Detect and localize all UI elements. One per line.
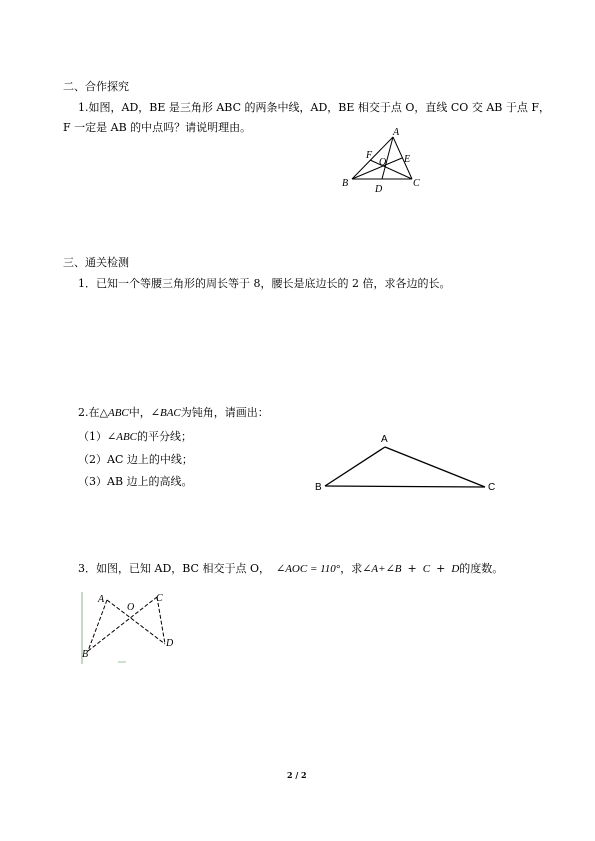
q3-plus2: + — [407, 562, 417, 575]
segment-ab — [352, 137, 393, 179]
q2-suffix: 为钝角，请画出： — [180, 406, 269, 419]
q3-prefix: 3．如图，已知 AD，BC 相交于点 O， — [78, 562, 270, 575]
q3-b: B — [394, 563, 402, 575]
label-o: O — [379, 157, 387, 168]
label-b: B — [82, 649, 89, 660]
label-a: A — [393, 127, 400, 138]
side-ca — [385, 447, 485, 487]
segment-ad — [107, 600, 165, 644]
label-e: E — [404, 154, 411, 165]
label-a: A — [381, 434, 388, 445]
figure-bowtie — [78, 588, 188, 668]
angle-symbol: ∠ — [150, 406, 160, 419]
q3-comma: ， — [340, 562, 352, 575]
label-f: F — [366, 150, 373, 161]
item1-abc: ABC — [116, 431, 137, 443]
q2-prefix: 2.在 — [78, 406, 100, 419]
label-d: D — [166, 638, 174, 649]
label-b: B — [315, 482, 322, 493]
side-bc — [325, 486, 485, 487]
item1-suffix: 的平分线； — [137, 430, 192, 443]
q3-angle-aoc: ∠AOC = 110° — [275, 563, 341, 575]
question-3-2-stem — [78, 406, 269, 420]
segment-cd — [157, 597, 165, 644]
q3-angle-a: ∠A — [362, 563, 379, 575]
question-3-1: 1．已知一个等腰三角形的周长等于 8，腰长是底边长的 2 倍，求各边的长。 — [78, 277, 451, 290]
label-b: B — [342, 178, 349, 189]
question-3-2-item3: （3）AB 边上的高线。 — [78, 475, 193, 488]
figure-obtuse-triangle — [310, 430, 510, 496]
label-d: D — [375, 184, 383, 195]
item1-angle-symbol: ∠ — [107, 430, 117, 443]
median-be — [352, 158, 402, 179]
q3-qiu: 求 — [351, 562, 363, 575]
label-c: C — [156, 593, 163, 604]
q3-plus1: +∠ — [378, 563, 395, 575]
q2-abc: ABC — [107, 407, 129, 419]
section-3-heading: 三、通关检测 — [63, 256, 129, 269]
section-2-heading: 二、合作探究 — [63, 80, 129, 93]
question-3-3 — [78, 562, 503, 576]
side-ab — [325, 447, 385, 486]
item1-prefix: （1） — [78, 430, 107, 443]
q3-d: D — [451, 563, 460, 575]
label-o: O — [127, 602, 135, 613]
q2-bac: BAC — [159, 407, 181, 419]
q2-mid: 中， — [128, 406, 151, 419]
question-2-1-line2: F 一定是 AB 的中点吗？请说明理由。 — [63, 121, 252, 134]
label-a: A — [98, 594, 105, 605]
question-3-2-item1 — [78, 430, 192, 444]
figure-medians-triangle — [330, 125, 440, 200]
q3-suffix: 的度数。 — [459, 562, 504, 575]
triangle-symbol: △ — [99, 406, 108, 419]
q3-plus3: + — [436, 562, 446, 575]
q3-c: C — [422, 563, 431, 575]
question-2-1-line1: 1.如图，AD，BE 是三角形 ABC 的两条中线，AD，BE 相交于点 O，直线 CO 交 AB 于点 F， — [78, 101, 550, 114]
page-number: 2 / 2 — [287, 770, 307, 780]
question-3-2-item2: （2）AC 边上的中线； — [78, 453, 193, 466]
label-c: C — [488, 482, 496, 493]
label-c: C — [413, 178, 420, 189]
